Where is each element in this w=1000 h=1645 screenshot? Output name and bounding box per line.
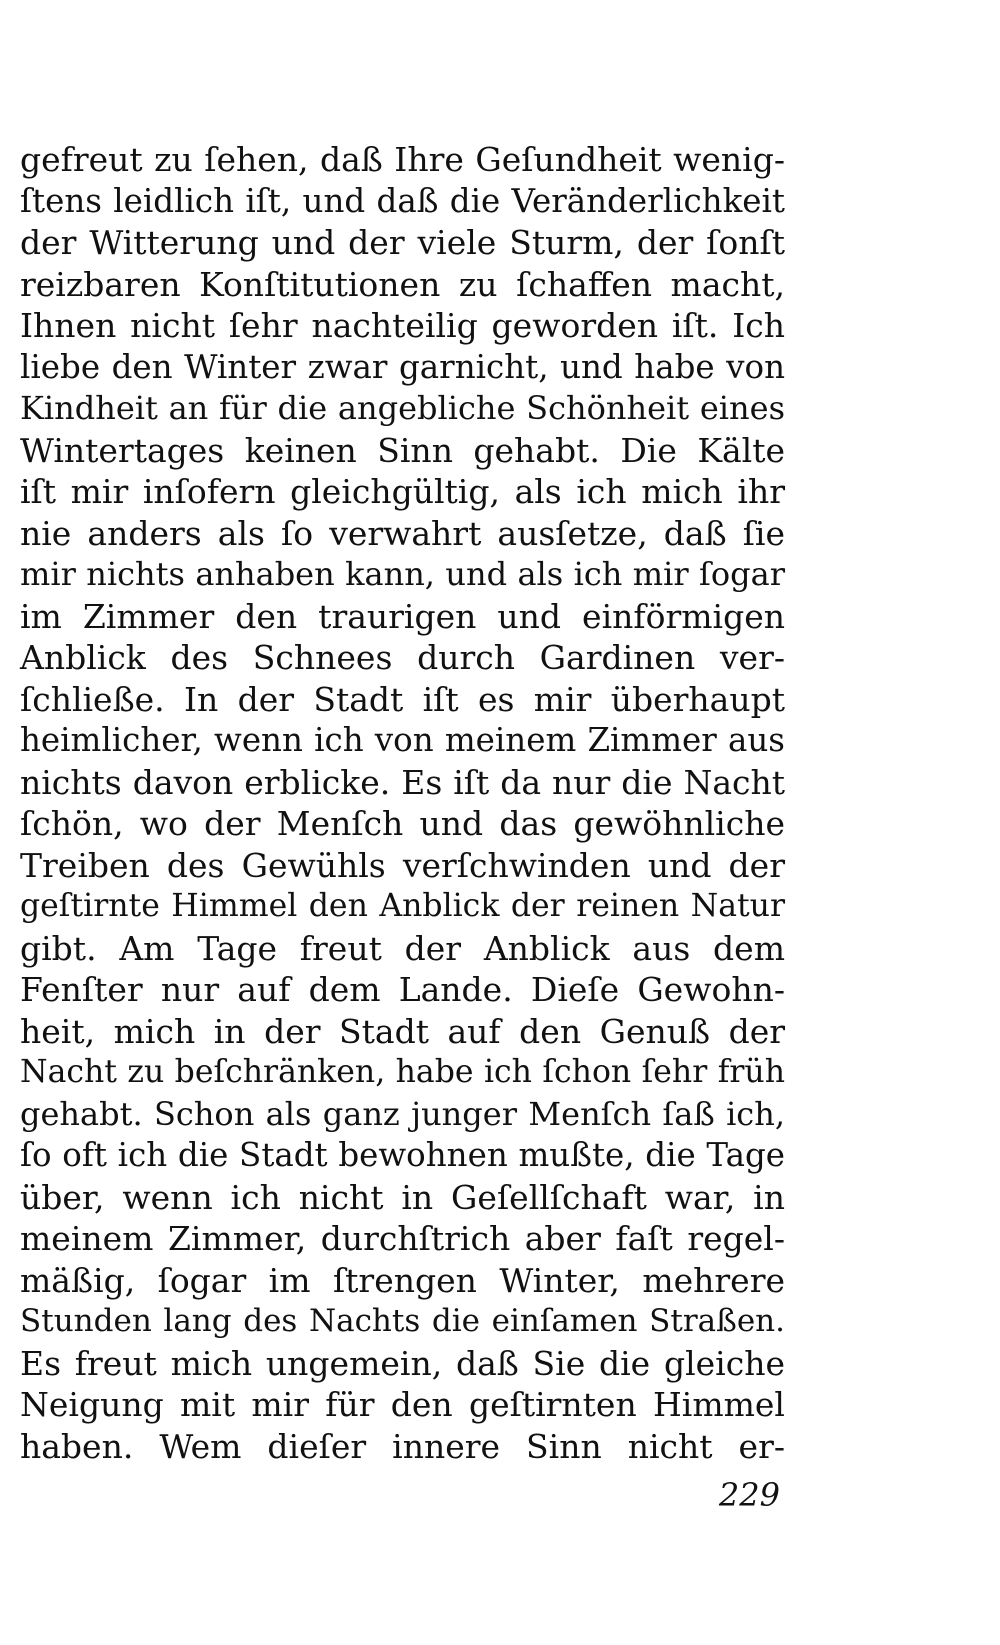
text-line: heimlicher, wenn ich von meinem Zimmer aus (20, 721, 785, 759)
text-line: Es freut mich ungemein, daß Sie die gleiche (20, 1343, 785, 1383)
text-line: Stunden lang des Nachts die einſamen Straßen. (20, 1303, 785, 1339)
text-line: nie anders als ſo verwahrt ausſetze, daß ſie (20, 513, 785, 553)
text-line: Nacht zu beſchränken, habe ich ſchon ſehr früh (20, 1054, 785, 1090)
text-line: nichts davon erblicke. Es iſt da nur die Nacht (20, 762, 785, 802)
text-line: im Zimmer den traurigen und einförmigen (20, 596, 785, 636)
text-line: Ihnen nicht ſehr nachteilig geworden iſt. Ich (20, 306, 785, 345)
text-line: Anblick des Schnees durch Gardinen ver- (20, 638, 785, 677)
text-line: reizbaren Konſtitutionen zu ſchaffen macht, (20, 264, 785, 304)
text-line: ſchön, wo der Menſch und das gewöhnliche (20, 804, 785, 843)
text-line: ſtens leidlich iſt, und daß die Veränderlichkeit (20, 181, 785, 220)
page-number: 229 (718, 1476, 780, 1514)
text-line: gibt. Am Tage freut der Anblick aus dem (20, 928, 785, 968)
text-line: ſo oft ich die Stadt bewohnen mußte, die Tage (20, 1136, 785, 1174)
text-line: gehabt. Schon als ganz junger Menſch ſaß ich, (20, 1094, 785, 1133)
text-line: über, wenn ich nicht in Geſellſchaft war, in (20, 1177, 785, 1217)
text-line: Wintertages keinen Sinn gehabt. Die Kälte (20, 430, 785, 470)
text-line: der Witterung und der viele Sturm, der ſonſt (20, 223, 785, 262)
body-text (20, 139, 785, 1467)
text-line: meinem Zimmer, durchſtrich aber faſt regel- (20, 1219, 785, 1258)
text-line: liebe den Winter zwar garnicht, und habe von (20, 347, 785, 386)
text-line: Fenſter nur auf dem Lande. Dieſe Gewohn- (20, 970, 785, 1009)
text-line: mäßig, ſogar im ſtrengen Winter, mehrere (20, 1260, 785, 1300)
text-line: ſchließe. In der Stadt iſt es mir überhaupt (20, 679, 785, 719)
text-line: Treiben des Gewühls verſchwinden und der (20, 845, 785, 885)
text-line: iſt mir inſofern gleichgültig, als ich mich ihr (20, 472, 785, 511)
text-line: haben. Wem dieſer innere Sinn nicht er- (20, 1426, 785, 1466)
text-line: Neigung mit mir für den geſtirnten Himmel (20, 1385, 785, 1424)
text-line: geſtirnte Himmel den Anblick der reinen Natur (20, 888, 785, 924)
text-line: gefreut zu ſehen, daß Ihre Geſundheit wenig- (20, 140, 785, 179)
text-line: mir nichts anhaben kann, und als ich mir ſogar (20, 555, 785, 593)
text-line: Kindheit an für die angebliche Schönheit eines (20, 389, 785, 427)
text-line: heit, mich in der Stadt auf den Genuß der (20, 1011, 785, 1051)
